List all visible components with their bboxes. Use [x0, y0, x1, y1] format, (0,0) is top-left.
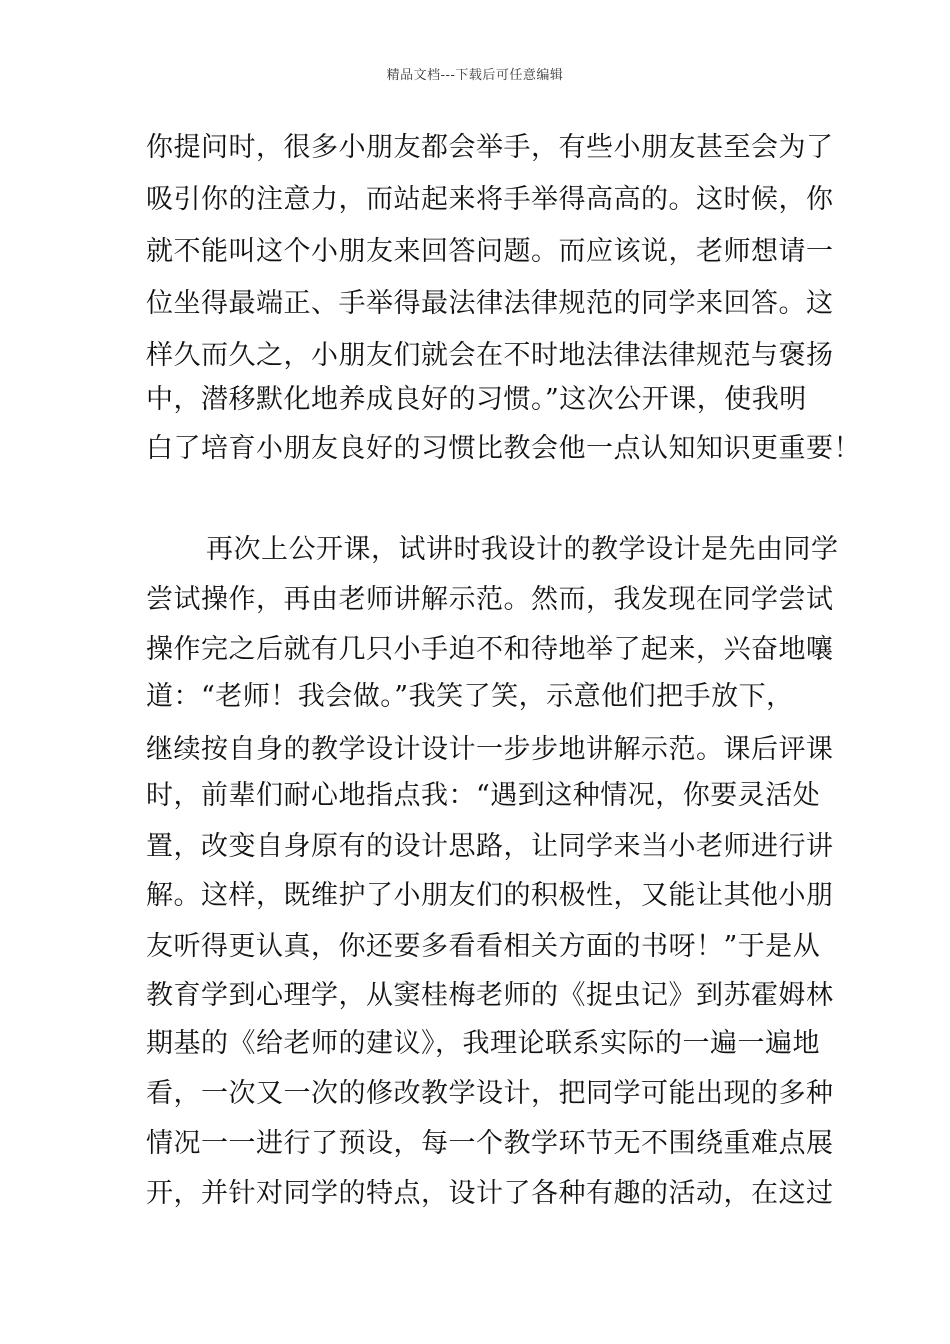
- text-line: 友听得更认真，你还要多看看相关方面的书呀！”于是从: [146, 931, 821, 962]
- text-line: 就不能叫这个小朋友来回答问题。而应该说，老师想请一: [146, 236, 834, 267]
- text-line: 时，前辈们耐心地指点我：“遇到这种情况，你要灵活处: [146, 780, 821, 811]
- text-line: 置，改变自身原有的设计思路，让同学来当小老师进行讲: [146, 831, 834, 862]
- text-line: 道：“老师！我会做。”我笑了笑，示意他们把手放下，: [146, 681, 794, 712]
- text-line: 解。这样，既维护了小朋友们的积极性，又能让其他小朋: [146, 880, 834, 911]
- text-line: 白了培育小朋友良好的习惯比教会他一点认知知识更重要！: [146, 433, 861, 464]
- text-line: 吸引你的注意力，而站起来将手举得高高的。这时候，你: [146, 184, 834, 215]
- text-line: 中，潜移默化地养成良好的习惯。”这次公开课，使我明: [146, 384, 807, 415]
- text-line: 位坐得最端正、手举得最法律法律规范的同学来回答。这: [146, 288, 834, 319]
- text-line: 看，一次又一次的修改教学设计，把同学可能出现的多种: [146, 1078, 834, 1109]
- text-line: 你提问时，很多小朋友都会举手，有些小朋友甚至会为了: [146, 132, 834, 163]
- text-line: 样久而久之，小朋友们就会在不时地法律法律规范与褒扬: [146, 340, 834, 371]
- text-line: 情况一一进行了预设，每一个教学环节无不围绕重难点展: [146, 1128, 834, 1159]
- text-line: 期基的《给老师的建议》，我理论联系实际的一遍一遍地: [146, 1028, 820, 1059]
- text-line-indented: 再次上公开课，试讲时我设计的教学设计是先由同学: [206, 534, 839, 565]
- text-line: 尝试操作，再由老师讲解示范。然而，我发现在同学尝试: [146, 584, 834, 615]
- text-line: 开，并针对同学的特点，设计了各种有趣的活动，在这过: [146, 1178, 834, 1209]
- text-line: 教育学到心理学，从窦桂梅老师的《捉虫记》到苏霍姆林: [146, 980, 834, 1011]
- page-header: 精品文档---下载后可任意编辑: [386, 68, 564, 83]
- text-line: 操作完之后就有几只小手迫不和待地举了起来，兴奋地嚷: [146, 634, 834, 665]
- text-line: 继续按自身的教学设计设计一步步地讲解示范。课后评课: [146, 734, 834, 765]
